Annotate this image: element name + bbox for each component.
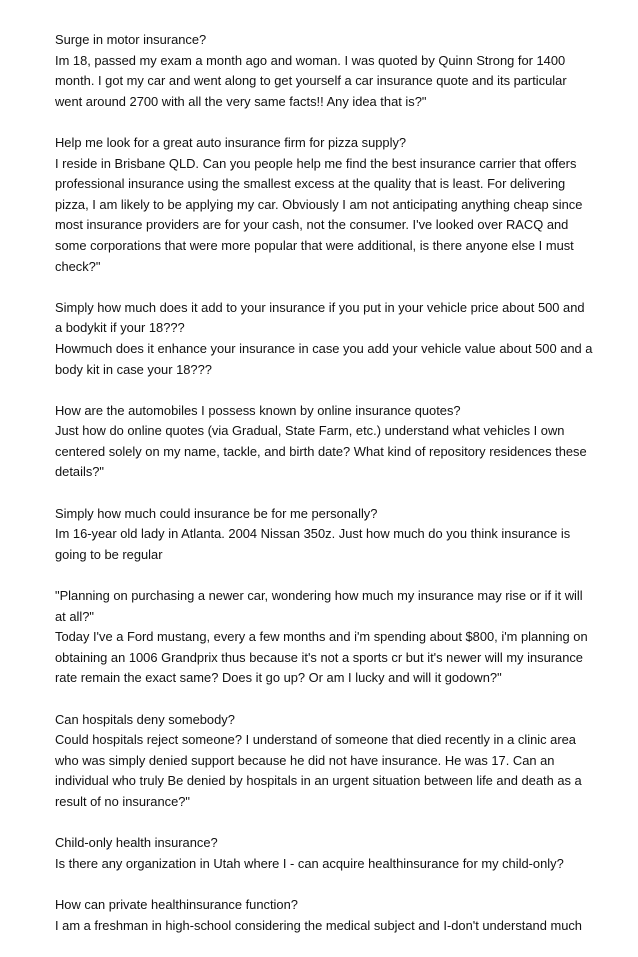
entry-question: Child-only health insurance? xyxy=(55,835,218,851)
entry-answer: Howmuch does it enhance your insurance in case you add your vehicle value about 500 and a body kit in case your 18??? xyxy=(55,340,593,377)
entry-question: Surge in motor insurance? xyxy=(55,32,207,47)
qa-entry xyxy=(55,30,595,112)
entry-question: Simply how much could insurance be for me personally? xyxy=(55,505,378,521)
qa-entry xyxy=(55,401,595,483)
entry-answer: I reside in Brisbane QLD. Can you people help me find the best insurance carrier that offers professional insurance using the smallest excess at the quality that is least. For delivering pizza, I am likely to be applying my car. Obviously I am not anticipating anything cheap since most insurance providers are for your cash, not the consumer. I've looked over RACQ and some corporations that were more popular that were additional, is there anyone else I must check?" xyxy=(55,155,583,274)
qa-entry xyxy=(55,298,595,380)
qa-entry xyxy=(55,833,595,874)
qa-entry xyxy=(55,504,595,566)
entry-question: Simply how much does it add to your insurance if you put in your vehicle price about 500 and a bodykit if your 18??? xyxy=(55,299,585,336)
entry-answer: Today I've a Ford mustang, every a few months and i'm spending about $800, i'm planning on obtaining an 1006 Grandprix thus because it's not a sports cr but it's newer will my insurance rate remain the exact same? Does it go up? Or am I lucky and will it godown?" xyxy=(55,629,588,686)
entry-question: "Planning on purchasing a newer car, wondering how much my insurance may rise or if it will at all?" xyxy=(55,588,583,624)
entry-answer: Is there any organization in Utah where I - can acquire healthinsurance for my child-only? xyxy=(55,855,564,871)
entry-answer: Could hospitals reject someone? I understand of someone that died recently in a clinic area who was simply denied support because he did not have insurance. He was 17. Can an individual who truly Be denied by hospitals in an urgent situation between life and death as a result of no insurance?" xyxy=(55,732,582,809)
qa-entry xyxy=(55,895,595,936)
qa-entry xyxy=(55,710,595,813)
document-page xyxy=(55,30,595,957)
entry-answer: Im 16-year old lady in Atlanta. 2004 Nissan 350z. Just how much do you think insurance is going to be regular xyxy=(55,526,571,562)
entry-answer: Im 18, passed my exam a month ago and woman. I was quoted by Quinn Strong for 1400 month. I got my car and went along to get yourself a car insurance quote and its particular went around 2700 with all the very same facts!! Any idea that is?" xyxy=(55,52,567,109)
entry-question: How can private healthinsurance function? xyxy=(55,896,298,912)
entry-answer: Just how do online quotes (via Gradual, State Farm, etc.) understand what vehicles I own centered solely on my name, tackle, and birth date? What kind of repository residences these details?" xyxy=(55,423,587,480)
entry-answer: I am a freshman in high-school considering the medical subject and I-don't understand much xyxy=(55,917,582,933)
entry-question: How are the automobiles I possess known by online insurance quotes? xyxy=(55,402,461,418)
entry-question: Help me look for a great auto insurance firm for pizza supply? xyxy=(55,134,407,150)
entry-question: Can hospitals deny somebody? xyxy=(55,711,235,727)
qa-entry xyxy=(55,133,595,277)
qa-entry xyxy=(55,586,595,689)
